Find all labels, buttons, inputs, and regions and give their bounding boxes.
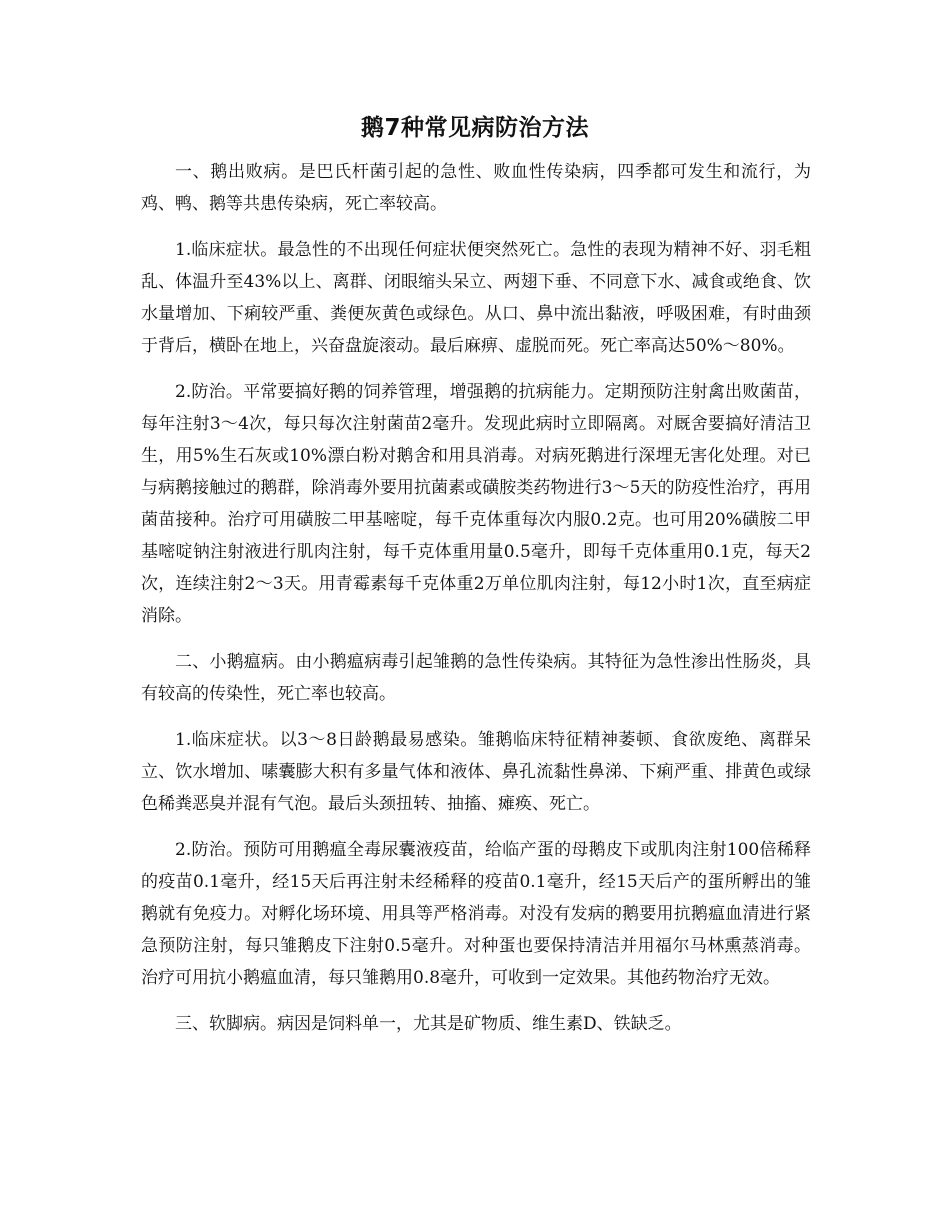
- document-body: [141, 156, 811, 1054]
- paragraph-1: 一、鹅出败病。是巴氏杆菌引起的急性、败血性传染病，四季都可发生和流行，为鸡、鸭、鹅等共患传染病，死亡率较高。: [141, 162, 811, 214]
- paragraph-6: 2.防治。预防可用鹅瘟全毒尿囊液疫苗，给临产蛋的母鹅皮下或肌肉注射100倍稀释的疫苗0.1毫升，经15天后再注射未经稀释的疫苗0.1毫升，经15天后产的蛋所孵出的雏鹅就有免疫力。对孵化场环境、用具等严格消毒。对没有发病的鹅要用抗鹅瘟血清进行紧急预防注射，每只雏鹅皮下注射0.5毫升。对种蛋也要保持清洁并用福尔马林熏蒸消毒。治疗可用抗小鹅瘟血清，每只雏鹅用0.8毫升，可收到一定效果。其他药物治疗无效。: [141, 840, 811, 988]
- document-title: 鹅7种常见病防治方法: [360, 115, 589, 141]
- paragraph-5: 1.临床症状。以3～8日龄鹅最易感染。雏鹅临床特征精神萎顿、食欲废绝、离群呆立、饮水增加、嗉囊膨大积有多量气体和液体、鼻孔流黏性鼻涕、下痢严重、排黄色或绿色稀粪恶臭并混有气泡。最后头颈扭转、抽搐、瘫痪、死亡。: [141, 730, 811, 814]
- paragraph-3: 2.防治。平常要搞好鹅的饲养管理，增强鹅的抗病能力。定期预防注射禽出败菌苗，每年注射3～4次，每只每次注射菌苗2毫升。发现此病时立即隔离。对厩舍要搞好清洁卫生，用5%生石灰或10%漂白粉对鹅舍和用具消毒。对病死鹅进行深埋无害化处理。对已与病鹅接触过的鹅群，除消毒外要用抗菌素或磺胺类药物进行3～5天的防疫性治疗，再用菌苗接种。治疗可用磺胺二甲基嘧啶，每千克体重每次内服0.2克。也可用20%磺胺二甲基嘧啶钠注射液进行肌肉注射，每千克体重用量0.5毫升，即每千克体重用0.1克，每天2次，连续注射2～3天。用青霉素每千克体重2万单位肌肉注射，每12小时1次，直至病症消除。: [141, 382, 811, 626]
- paragraph-7: 三、软脚病。病因是饲料单一，尤其是矿物质、维生素D、铁缺乏。: [175, 1014, 682, 1034]
- paragraph-4: 二、小鹅瘟病。由小鹅瘟病毒引起雏鹅的急性传染病。其特征为急性渗出性肠炎，具有较高的传染性，死亡率也较高。: [141, 652, 811, 704]
- paragraph-2: 1.临床症状。最急性的不出现任何症状便突然死亡。急性的表现为精神不好、羽毛粗乱、体温升至43%以上、离群、闭眼缩头呆立、两翅下垂、不同意下水、减食或绝食、饮水量增加、下痢较严重、粪便灰黄色或绿色。从口、鼻中流出黏液，呼吸困难，有时曲颈于背后，横卧在地上，兴奋盘旋滚动。最后麻痹、虚脱而死。死亡率高达50%～80%。: [141, 240, 811, 356]
